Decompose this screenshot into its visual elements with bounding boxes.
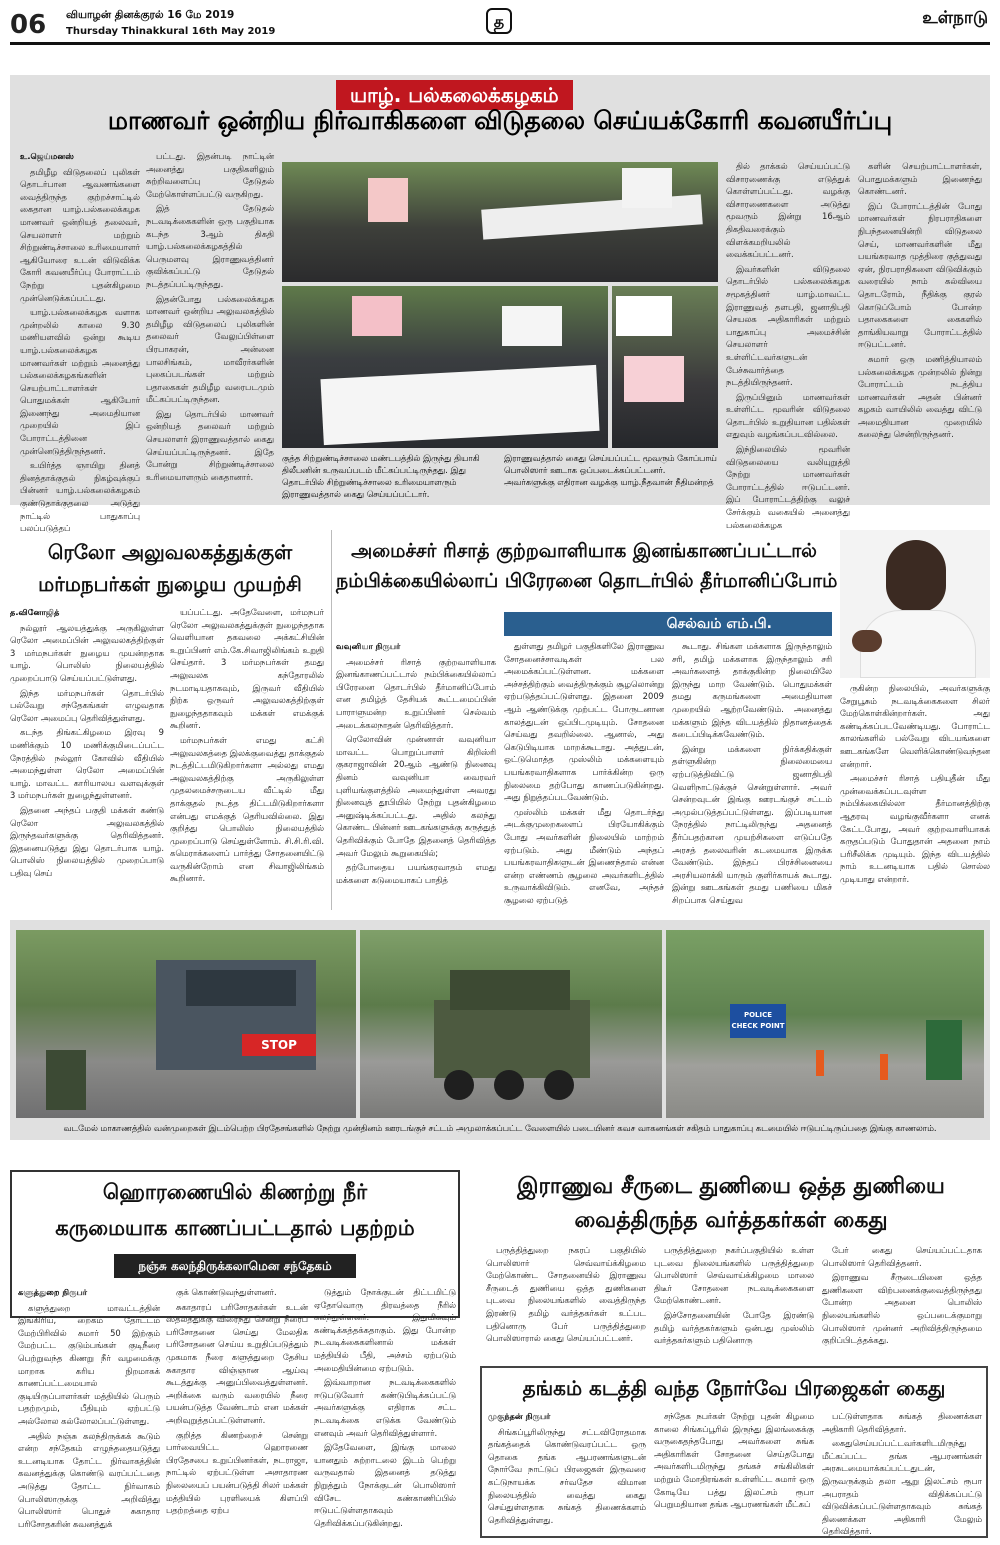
story2-byline: த.வினோஜித் bbox=[10, 607, 60, 617]
story5-col3-para-1: பேர் கைது செய்யப்பட்டதாக பொலிஸார் தெரிவித்தனர். bbox=[822, 1245, 982, 1268]
story1-col4-para-3: சுமார் ஒரு மணித்தியாலம் பல்கலைக்கழக முன்றலில் நின்று போராட்டம் நடத்திய மாணவர்கள் அதன் பின்னர் கழகம் வாயிலில் வைத்து விட்டு அமைதியான முறையில் கலைந்து சென்றிருந்தனர். bbox=[858, 353, 982, 440]
story2-column-1 bbox=[10, 606, 164, 906]
story1-col3-para-4: இந்நிலையில் மூவரின் விடுதலையை வலியுறுத்தி நேற்று மாணவர்கள் போராட்டத்தில் ஈடுபட்டனர். இப் போராட்டத்திற்கு வலுச் சேர்க்கும் வகையில் அனைத்து பல்கலைக்கழக bbox=[726, 444, 850, 530]
story5-headline-line-1: இராணுவ சீருடை துணியை ஒத்த துணியை bbox=[517, 1174, 945, 1199]
story1-col2-para-2: இத் தேடுதல் நடவடிக்கைகளின் ஒரு பகுதியாக கடந்த 3ஆம் திகதி யாழ்.பல்கலைக்கழகத்தில் பெருமளவு இராணுவத்தினர் குவிக்கப்பட்டு தேடுதல் நடத்தப்பட்டிருந்தது. bbox=[146, 203, 274, 289]
story5-column-1 bbox=[486, 1244, 646, 1358]
story5-column-2 bbox=[654, 1244, 814, 1358]
protest-photo-bottom-left bbox=[282, 286, 608, 448]
story1-col2-para-4: இது தொடர்பில் மாணவர் ஒன்றியத் தலைவர் மற்றும் செயலாளர் இராணுவத்தால் கைது செய்யப்பட்டிருந்தனர். இதே போன்று சிற்றுண்டிச்சாலை உரிமையாளரும் கைதானார். bbox=[146, 408, 274, 482]
story3-col2-para-1: துள்ளது தமிழர் பகுதிகளிலே இராணுவ சோதனைச்சாவடிகள் பல அமைக்கப்பட்டுள்ளன. மக்களை அச்சத்திற்கும் வைத்திருக்கும் சூழலொன்று ஏற்படுத்தப்பட்டுள்ளது. இதனை 2009 ஆம் ஆண்டுக்கு முற்பட்ட போருடனான காலத்துடன் ஒப்பிடமுடியும். சோதனை செய்வது தவறில்லை. ஆனால், அது கெடுபிடியாக மாறக்கூடாது. அத்துடன், ஒட்டுமொத்த முஸ்லிம் மக்களையும் பயங்கரவாதிகளாக பார்க்கின்ற ஒரு நிலைமை தற்போது காணப்படுகின்றது. அது நிறுத்தப்படவேண்டும். bbox=[504, 641, 664, 803]
story1-kicker: யாழ். பல்கலைக்கழகம் bbox=[336, 80, 573, 110]
story1-column-1 bbox=[20, 150, 140, 534]
story1-col1-para-2: யாழ்.பல்கலைக்கழக வளாக முன்றலில் காலை 9.30 மணியளவில் ஒன்று கூடிய யாழ்.பல்கலைக்கழக மாணவர்கள் மற்றும் அனைத்து பல்கலைக்கழகங்களின் செயற்பாட்டாளர்கள் பொதுமக்கள் ஆகியோர் இணைந்து அமைதியான முறையில் இப் போராட்டத்தினை முன்னெடுத்திருந்தனர். bbox=[20, 307, 140, 456]
story3-col4-para-1: ருகின்ற நிலையில், அவர்களுக்கு சேறுபூசும் நடவடிக்கைகளை சிலர் மேற்கொள்கின்றார்கள். அது கண்டிக்கப்படவேண்டியது. போராட்ட காலங்களில் பல்வேறு விடயங்களை ஊடகங்களே வெளிக்கொண்டுவந்தன என்றார். bbox=[840, 683, 990, 769]
story4-col1-para-2: அதில் நஞ்சு கலந்திருக்கக் கூடும் என்ற சந்தேகம் எழுந்ததையடுத்து உடனடியாக தோட்ட நிர்வாகத்தின் கவனத்துக்கு கொண்டு வரப்பட்டதை அடுத்து தோட்ட நிர்வாகம் பொலிஸாருக்கு அறிவித்து பொலிஸார் பொதுச் சுகாதார பரிசோதகரின் கவனத்துக் bbox=[18, 1430, 160, 1529]
story2-headline-line-1: ரெலோ அலுவலகத்துக்குள் bbox=[47, 540, 293, 564]
story5-headline-line-2: வைத்திருந்த வர்த்தகர்கள் கைது bbox=[574, 1208, 888, 1233]
story4-headline-line-1: ஹொரணையில் கிணற்று நீர் bbox=[102, 1180, 368, 1204]
column-divider bbox=[331, 530, 332, 910]
story4-col3-para-3: இதேவேளை, இங்கு மாலை யானதும் சுற்றாடலை இடம் பெற்று வருவதால் இதனைத் தடுத்து நிறுத்தும் நோக்குடன் பொலிஸார் விசேட கண்காணிப்பில் ஈடுபட்டுள்ளதாகவும் தெரிவிக்கப்படுகின்றது. bbox=[314, 1442, 456, 1528]
story5-col2-para-1: பருத்தித்துறை நகர்ப்பகுதியில் உள்ள புடவை நிலையங்களில் பருத்தித்துறை பொலிஸார் செவ்வாய்க்கிழமை மாலை திடீர் சோதனை நடவடிக்கைகளை மேற்கொண்டனர். bbox=[654, 1245, 814, 1306]
story4-col1-para-1: களுத்துறை மாவட்டத்தின் இங்கிரிய, றைகம் தோட்டம் மேற்பிரிவில் சுமார் 50 இற்கும் மேற்பட்ட குடும்பங்கள் குடிநீரை பெற்றுவந்த கிணறு நீர் வழமைக்கு மாறாக கரிய நிறமாகக் காணப்பட்டமையால் குடியிருப்பாளர்கள் மத்தியில் பெரும் பதற்றமும், பீதியும் ஏற்பட்டு அல்லோல கல்லோலப்பட்டுள்ளது. bbox=[18, 1302, 160, 1426]
story6-column-2 bbox=[654, 1410, 814, 1534]
protest-photo-top bbox=[282, 162, 718, 282]
page-number: 06 bbox=[10, 10, 47, 40]
story1-col3-para-2: இவர்களின் விடுதலை தொடர்பில் பல்கலைக்கழக சமூகத்தினர் யாழ்.மாவட்ட இராணுவத் தளபதி, ஜனாதிபதி செயலக அதிகாரிகள் மற்றும் பாதுகாப்பு அமைச்சின் செயலாளர் உள்ளிட்டவர்களுடன் பேச்சுவார்த்தை நடத்தியிருந்தனர். bbox=[726, 263, 850, 388]
masthead-date-en: Thursday Thinakkural 16th May 2019 bbox=[66, 26, 276, 37]
photo-strip-caption: வடமேல் மாகாணத்தில் வன்முறைகள் இடம்பெற்ற பிரதேசங்களில் நேற்று முன்தினம் ஊரடங்குச் சட்டம் அமுலாக்கப்பட்ட வேளையில் படையினர் கவச வாகனங்கள் சகிதம் பாதுகாப்பு கடமையில் ஈடுபட்டிருப்பதை இங்கு காணலாம். bbox=[63, 1123, 937, 1133]
story6-col3-para-1: பட்டுள்ளதாக சுங்கத் திணைக்கள அதிகாரி தெரிவித்தார். bbox=[822, 1411, 982, 1434]
story3-byline: வவுனியா நிருபர் bbox=[336, 641, 401, 651]
story1-photo-caption-right: இராணுவத்தால் கைது செய்யப்பட்ட மூவரும் கோப்பாய் பொலிஸார் ஊடாக ஒப்படைக்கப்பட்டனர். அவர்களுக்கு எதிரான வழக்கு யாழ்.நீதவான் நீதிமன்றத் bbox=[504, 453, 717, 487]
story4-byline: களுத்துறை நிருபர் bbox=[18, 1287, 88, 1297]
story1-column-3 bbox=[726, 160, 850, 530]
story6-byline: முகுந்தன் நிருபர் bbox=[488, 1411, 551, 1421]
story2-col2-para-2: மர்மநபர்கள் எமது கட்சி அலுவலகத்தை இலக்குவைத்து தாக்குதல் நடத்திட்டமிடுகிறார்களா அல்லது எமது அலுவலகத்திற்கு அருகிலுள்ள முதலமைச்சருடைய வீட்டில் மீது தாக்குதல் நடத்த திட்டமிடுகிறார்களா என்பது எமக்குத் தெரியவில்லை. இது குறித்து பொலிஸ் நிலையத்தில் முறைப்பாடு செய்துள்ளோம். சி.சி.ரி.வி. கமெராக்களைப் பார்த்து சோதனையிட்டு வருகின்றோம் என சிவாஜிலிங்கம் கூறினார். bbox=[170, 734, 324, 884]
story4-headline-line-2: கருமையாக காணப்பட்டதால் பதற்றம் bbox=[55, 1216, 415, 1240]
story3-column-1 bbox=[336, 640, 496, 908]
story3-headline-line-2: நம்பிக்கையில்லாப் பிரேரனை தொடர்பில் தீர்மானிப்போம் bbox=[336, 570, 838, 592]
story2-col1-para-4: இதனை அந்தப் பகுதி மக்கள் கண்டு ரெலோ அலுவலகத்தில் இருந்தவர்களுக்கு தெரிவித்தனர். இதனையடுத்து இது தொடர்பாக யாழ். பொலிஸ் நிலையத்தில் முறைப்பாடு பதிவு செய் bbox=[10, 804, 164, 878]
story3-name-tag: செல்வம் எம்.பி. bbox=[504, 612, 832, 636]
story5-col2-para-2: இச்சோதனையின் போதே இரண்டு தமிழ் வர்த்தகர்களும் ஒன்பது முஸ்லிம் வர்த்தகர்களும் பதினொரு bbox=[654, 1309, 814, 1346]
armoured-truck-stop-photo bbox=[16, 930, 356, 1118]
story2-col1-para-1: நல்லூர் ஆலயத்துக்கு அருகிலுள்ள ரெலோ அமைப்பின் அலுவலகத்திற்குள் 3 மர்மநபர்கள் நுழைய முயன்றதாக யாழ். பொலிஸ் நிலையத்தில் முறைப்பாடு செய்யப்பட்டுள்ளது. bbox=[10, 622, 164, 683]
checkpoint-sign: POLICE CHECK POINT bbox=[730, 1004, 786, 1038]
story4-column-3 bbox=[314, 1286, 456, 1538]
story4-col3-para-1: டுத்தும் நோக்குடன் திட்டமிட்டு ஏதோவொரு திரவத்தை நீரில் கலந்துள்ளனர். இதுமிகவும் கண்டிக்கத்தக்கதாகும். இது போன்ற நடவடிக்கைகளினால் மக்கள் மத்தியில் பீதி, அச்சம் ஏற்படும் அமைதியின்மை ஏற்படும். bbox=[314, 1287, 456, 1373]
story5-column-3 bbox=[822, 1244, 982, 1358]
masthead-rule bbox=[10, 42, 990, 45]
police-checkpoint-photo bbox=[666, 930, 984, 1118]
story3-col4-para-2: அமைச்சர் ரிசாத் பதியுதீன் மீது முன்வைக்கப்படவுள்ள நம்பிக்கையில்லா தீர்மானத்திற்கு ஆதரவு வழங்குவீர்களா எனக் கேட்டபோது, அவர் குற்றவாளியாகக் கருதப்படும் போதுதான் அதனை நாம் பரிசீலிக்க முடியும். இந்த விடயத்தில் நாம் உடனடியாக பதில் சொல்ல முடியாது என்றார். bbox=[840, 773, 990, 884]
story2-col1-para-2: இந்த மர்மநபர்கள் தொடர்பில் பல்வேறு சந்தேகங்கள் எழுவதாக ரெலோ அமைப்பு தெரிவித்துள்ளது. bbox=[10, 687, 164, 723]
story3-column-2 bbox=[504, 640, 664, 908]
story3-headline-line-1: அமைச்சர் ரிசாத் குற்றவாளியாக இனங்காணப்பட்டால் bbox=[351, 540, 817, 562]
story4-col2-para-2: சுகாதாரப் பரிசோதகர்கள் உடன் ஸ்தலத்துக்கு விரைந்து சென்று நீரைப் பரிசோதனை செய்து மேலதிக பரிசோதனை செய்ய உறுதிப்படுத்தும் முகமாக நீரை களுத்துறை தேசிய சுகாதார விஞ்ஞான ஆய்வு கூடத்துக்கு அனுப்பிவைத்துள்ளனர். அறிக்கை வரும் வரையில் நீரை பயன்படுத்த வேண்டாம் என மக்கள் அறிவுறுத்தப்பட்டுள்ளனர். bbox=[166, 1301, 308, 1425]
story4-subhead: நஞ்சு கலந்திருக்கலாமென சந்தேகம் bbox=[114, 1254, 356, 1278]
story1-col1-para-1: தமிழீழ விடுதலைப் புலிகள் தொடர்பான ஆவணங்களை வைத்திருந்த குற்றச்சாட்டில் கைதான யாழ்.பல்கலைக்கழக மாணவர் ஒன்றியத் தலைவர், செயலாளர் மற்றும் சிற்றுண்டிச்சாலை உரிமையாளர் ஆகியோரை உடன் விடுவிக்க கோரி கவனயீர்ப்பு போராட்டம் நேற்று புதன்கிழமை முன்னெடுக்கப்பட்டது. bbox=[20, 166, 140, 303]
story3-column-4 bbox=[840, 682, 990, 908]
story1-photo-caption-left: குத்த சிற்றுண்டிச்சாலை மண்டபத்தில் இருந்து தியாகி திலீபனின் உருவப்படம் மீட்கப்பட்டிருந்தது. இது தொடர்பில் சிற்றுண்டிச்சாலை உரிமையாளரும் இராணுவத்தால் கைது செய்யப்பட்டார். bbox=[282, 453, 480, 499]
newspaper-logo: த bbox=[486, 8, 512, 34]
story3-col2-para-2: முஸ்லிம் மக்கள் மீது தொடர்ந்து அடக்குமுறைகளைப் பிரயோகிக்கும் போது அவர்களின் நிலையில் மாற்றம் ஏற்படும். அது மீண்டும் அந்தப் பயங்கரவாதிகளுடன் இணைந்தால் என்ன என்ற எண்ணம் சூழலை அவர்களிடத்தில் உருவாக்கிவிடும். எனவே, அந்தச் சூழலை ஏற்படுத் bbox=[504, 806, 664, 905]
story1-col3-para-3: இருப்பினும் மாணவர்கள் உள்ளிட்ட மூவரின் விடுதலை தொடர்பில் உறுதியான பதில்கள் எதுவும் வழங்கப்படவில்லை. bbox=[726, 391, 850, 440]
story2-col2-para-1: யப்பட்டது. அதேவேளை, மர்மநபர் ரெலோ அலுவலகத்துக்குள் நுழைந்ததாக வெளியான தகவலை அக்கட்சியின் உறுப்பினர் எம்.கே.சிவாஜிலிங்கம் உறுதி செய்தார். 3 மர்மநபர்கள் தமது அலுவலக கந்தோரலில் நடமாடியதாகவும், இருவர் வீதியில் நிற்க ஒருவர் அலுவலகத்திற்குள் நுழைந்ததாகவும் மக்கள் எமக்குக் கூறினர். bbox=[170, 607, 324, 731]
armoured-vehicle-photo bbox=[360, 930, 662, 1118]
story4-column-2 bbox=[166, 1286, 308, 1538]
story3-col1-para-2: ரெலோவின் முன்னாள் வவுனியா மாவட்ட பொறுப்பாளர் கிறிஸ்ரி குகராஜாவின் 20ஆம் ஆண்டு நினைவு தினம் வவுனியா வைரவர் புளியங்குளத்தில் அமைந்துள்ள அவரது நினைவுத் தூபியில் நேற்று புதன்கிழமை அனுஷ்டிக்கப்பட்டது. அதில் கலந்து கொண்ட பின்னர் ஊடகங்களுக்கு கருத்துத் தெரிவிக்கும் போதே இதனைத் தெரிவித்த அவர் மேலும் கூறுகையில்; bbox=[336, 734, 496, 858]
story1-column-4 bbox=[858, 160, 982, 495]
story1-col1-para-3: உயிர்த்த ஞாயிறு தினத் தினத்தாக்குதல் நிகழ்வுக்குப் பின்னர் யாழ்.பல்கலைக்கழகம் குண்டுதாக்குதலை அடுத்து நாட்டில் பாதுகாப்பு பலப்படுத்தப் bbox=[20, 460, 140, 534]
story6-column-3 bbox=[822, 1410, 982, 1537]
story4-column-1 bbox=[18, 1286, 160, 1538]
story1-col4-para-2: இப் போராட்டத்தின் போது மாணவர்கள் நிரபராதிகளை நிபந்தனையின்றி விடுதலை செய், மாணவர்களின் மீது பயங்கரவாத முத்திரை குத்துவது ஏன், நிரபராதிகளை விடுவிக்கும் வரையில் நாம் கல்வியை தொடரோம், நீதிக்கு குரல் கொடுப்போம் போன்ற பதாகைகளை கைகளில் தாங்கியவாறு போராட்டத்தில் ஈடுபட்டனர். bbox=[858, 200, 982, 350]
story4-col2-para-3: குறித்த கிணற்றைச் சென்று பார்வையிட்ட ஹொரணை பிரதேசபை உறுப்பினர்கள், நடராஜா, நாட்டில் ஏற்பட்டுள்ள அசாதாரண நிலையைப் பயன்படுத்தி சிலர் மக்கள் மத்தியில் புரளியைக் கிளப்பி பதற்றத்தை ஏற்ப bbox=[166, 1429, 308, 1516]
story4-col2-para-1: குக் கொண்டுவந்துள்ளனர். bbox=[176, 1287, 277, 1297]
story1-headline: மாணவர் ஒன்றிய நிர்வாகிகளை விடுதலை செய்யக்கோரி கவனயீர்ப்பு bbox=[107, 106, 893, 135]
masthead-date-ta: வியாழன் தினக்குரல் 16 மே 2019 bbox=[66, 9, 235, 21]
story6-col3-para-2: கைதுசெய்யப்பட்டவர்களிடமிருந்து மீட்கப்பட்ட தங்க ஆபரணங்கள் அரசுடமையாக்கப்பட்டதுடன், இருவருக்கும் தலா ஆறு இலட்சம் ரூபா அபராதம் விதிக்கப்பட்டு விடுவிக்கப்பட்டுள்ளதாகவும் சுங்கத் திணைக்கள அதிகாரி மேலும் தெரிவித்தார். bbox=[822, 1438, 982, 1537]
story3-column-3 bbox=[672, 640, 832, 908]
story1-column-2 bbox=[146, 150, 274, 495]
story1-col3-para-1: தில் தாக்கல் செய்யப்பட்டு விசாரணைக்கு எடுத்துக் கொள்ளப்பட்டது. வழக்கு விசாரணைகளை அடுத்து மூவரும் இன்று 16ஆம் திகதிவரைக்கும் விளக்கமறியலில் வைக்கப்பட்டனர். bbox=[726, 161, 850, 260]
story1-col2-para-3: இதன்போது பல்கலைக்கழக மாணவர் ஒன்றிய அலுவலகத்தில் தமிழீழ விடுதலைப் புலிகளின் தலைவர் வேலுப்பிள்ளை பிரபாகரன், அன்னை பாலசிங்கம், மாவீரர்களின் புகைப்படங்கள் மற்றும் பதாகைகள் தமிழீழ வரைபடமும் மீட்கப்பட்டிருந்தன. bbox=[146, 293, 274, 405]
story2-column-2 bbox=[170, 606, 324, 906]
story3-col1-para-1: அமைச்சர் ரிசாத் குற்றவாளியாக இனங்காணப்பட்டால் நம்பிக்கையில்லாப் பிரேரனை தொடர்பில் தீர்மானிப்போம் என தமிழ்த் தேசியக் கூட்டமைப்பின் பாராளுமன்ற உறுப்பினர் செல்வம் அடைக்கலநாதன் தெரிவித்தார். bbox=[336, 656, 496, 730]
story3-col3-para-1: கூடாது. சிங்கள மக்களாக இருந்தாலும் சரி, தமிழ் மக்களாக இருந்தாலும் சரி அவர்களைத் தாக்குகின்ற நிலையிலே இருந்து மாற வேண்டும். பொதுமக்கள் தமது கருமங்களை அமைதியான முறையில் ஆற்றவேண்டும். அனைத்து மக்களும் இந்த விடயத்தில் நிதானத்தைக் கடைப்பிடிக்கவேண்டும். bbox=[672, 641, 832, 740]
story1-byline: உ.ஜெய்மனஸ் bbox=[20, 151, 75, 161]
section-label: உள்நாடு bbox=[922, 8, 988, 28]
story6-column-1 bbox=[488, 1410, 646, 1534]
story3-col3-para-2: இன்று மக்களை நிர்க்கதிக்குள் தள்ளுகின்ற நிலைமையை ஏற்படுத்திவிட்டு ஜனாதிபதி வெளிநாட்டுக்குச் சென்றுள்ளார். அவர் சென்றவுடன் இங்கு ஊரடங்குச் சட்டம் அமுல்படுத்தப்பட்டுள்ளது. இப்படியான நேரத்தில் நாட்டிலிருந்து அதனைத் தீர்ப்பதற்கான முயற்சிகளை எடுப்பதே அரசத் தலைவரின் கடமையாக இருக்க வேண்டும். இந்தப் பிரச்சினையை அரசியலாக்கி யாரும் குளிர்காயக் கூடாது. இன்று ஊடகங்கள் தமது பணியை மிகச் சிறப்பாக செய்துவ bbox=[672, 743, 832, 905]
story2-headline-line-2: மர்மநபர்கள் நுழைய முயற்சி bbox=[38, 572, 302, 596]
stop-sign: STOP bbox=[242, 1034, 316, 1056]
story5-col3-para-2: இராணுவ சீருடையினை ஒத்த துணிகளை விற்பனைக்குவைத்திருந்தது போன்ற அதனை பொலிஸ் நிலையங்களில் ஒப்படைக்குமாறு பொலிஸார் முன்னர் அறிவித்திருந்தமை குறிப்பிடத்தக்கது. bbox=[822, 1272, 982, 1346]
story2-col1-para-3: கடந்த திங்கட்கிழமை இரவு 9 மணிக்கும் 10 மணிக்குமிடைப்பட்ட நேரத்தில் நல்லூர் கோவில் வீதியில் அமைந்துள்ள ரெலோ அமைப்பின் யாழ். மாவட்ட காரியாலய வளவுக்குள் 3 மர்மநபர்கள் நுழைந்துள்ளனர். bbox=[10, 727, 164, 801]
protest-photo-bottom-right bbox=[612, 286, 718, 448]
story4-col3-para-2: இவ்வாறான நடவடிக்கைகளில் ஈடுபடுவோர் கண்டுபிடிக்கப்பட்டு அவர்களுக்கு எதிராக சட்ட நடவடிக்கை எடுக்க வேண்டும் எனவும் அவர் தெரிவித்துள்ளார். bbox=[314, 1377, 456, 1438]
story6-headline: தங்கம் கடத்தி வந்த நோர்வே பிரஜைகள் கைது bbox=[522, 1376, 946, 1400]
story6-col1-para-1: சிங்கப்பூரிலிருந்து சட்டவிரோதமாக தங்கத்தைக் கொண்டுவரப்பட்ட ஒரு தொகை தங்க ஆபரணங்களுடன் நோர்வே நாட்டுப் பிரஜைகள் இருவரை கட்டுநாயக்க சர்வதேச விமான நிலையத்தில் வைத்து கைது செய்துள்ளதாக சுங்கத் திணைக்களம் தெரிவித்துள்ளது. bbox=[488, 1426, 646, 1525]
selvam-mp-portrait bbox=[840, 530, 990, 678]
story6-col2-para-1: சந்தேக நபர்கள் நேற்று புதன் கிழமை காலை சிங்கப்பூரில் இருந்து இலங்கைக்கு வருகைதந்தபோது அவர்களை சுங்க அதிகாரிகள் சோதனை செய்தபோது அவர்களிடமிருந்து தங்கச் சங்கிலிகள் மற்றும் மோதிரங்கள் உள்ளிட்ட சுமார் ஒரு கோடியே பத்து இலட்சம் ரூபா பெறுமதியான தங்க ஆபரணங்கள் மீட்கப் bbox=[654, 1411, 814, 1510]
story1-col4-para-1: களின் செயற்பாட்டாளர்கள், பொதுமக்களும் இணைந்து கொண்டனர். bbox=[858, 161, 982, 197]
story1-col2-para-1: பட்டது. இதன்படி நாட்டின் அனைத்து பகுதிகளிலும் சுற்றிவளைப்பு தேடுதல் மேற்கொள்ளப்பட்டு வருகிறது. bbox=[146, 151, 274, 199]
story5-col1-para-1: பருத்தித்துறை நகரப் பகுதியில் பொலிஸார் செவ்வாய்க்கிழமை மேற்கொண்ட சோதனையில் இராணுவ சீருடைத் துணியை ஒத்த துணிகளை புடவை நிலையங்களில் வைத்திருந்த இரண்டு தமிழ் வர்த்தகர்கள் உட்பட பதினொரு பேர் பருத்தித்துறை பொலிஸாரால் கைது செய்யப்பட்டனர். bbox=[486, 1245, 646, 1344]
story3-col1-para-3: தற்போதைய பயங்கரவாதம் எமது மக்களை கடுமையாகப் பாதித் bbox=[336, 862, 496, 885]
